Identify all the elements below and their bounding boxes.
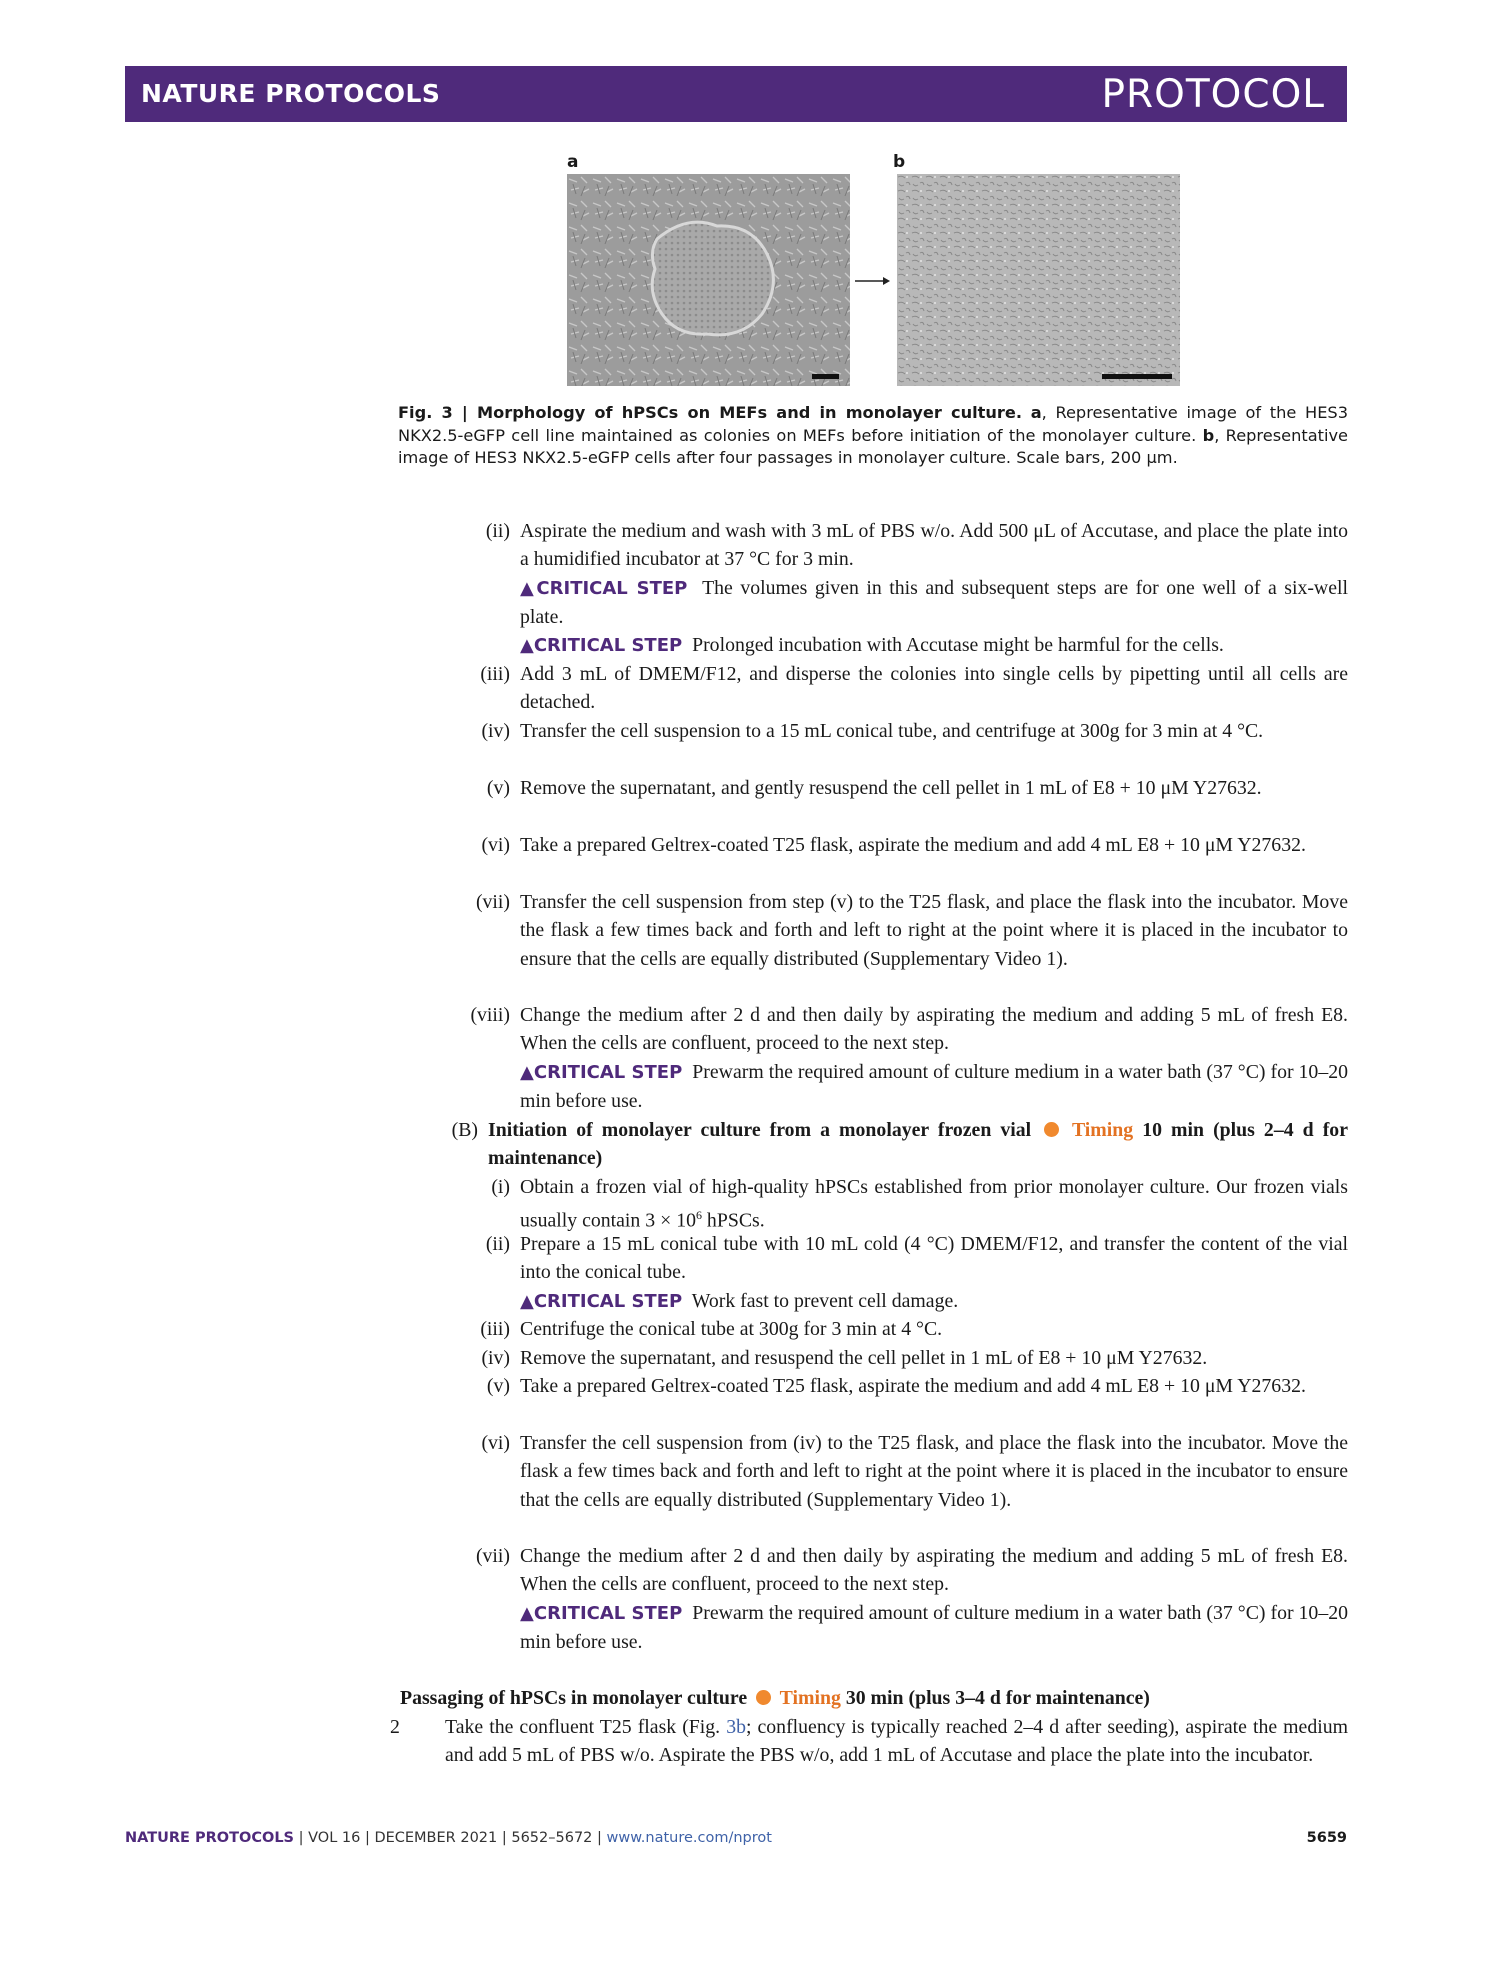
- critical-step-text: Prewarm the required amount of culture medium in a water bath (37 °C) for 10–20 min before use.: [520, 1602, 1348, 1654]
- critical-step-note: [520, 1287, 1348, 1316]
- step-number: (iv): [481, 1347, 510, 1369]
- step-text: [520, 1173, 1348, 1235]
- critical-step-text: Work fast to prevent cell damage.: [691, 1290, 959, 1312]
- section-title: Initiation of monolayer culture from a monolayer frozen vial: [488, 1119, 1032, 1141]
- section-number: (B): [451, 1119, 478, 1141]
- critical-step-label: ▲CRITICAL STEP: [520, 578, 688, 599]
- step-number: (v): [486, 1375, 510, 1397]
- step-number: (iii): [480, 1318, 510, 1340]
- step-text-part: Obtain a frozen vial of high-quality hPSCs established from prior monolayer culture. Our frozen vials usually contain 3 × 10: [520, 1176, 1348, 1232]
- step-number: (i): [491, 1176, 510, 1198]
- step-text-part: ; confluency is typically reached 2–4 d after seeding), aspirate the medium and add 5 mL of PBS w/o. Aspirate the PBS w/o, add 1 mL of Accutase and place the plate into the incubator.: [445, 1716, 1349, 1767]
- micrograph-monolayer-culture: [897, 174, 1180, 386]
- step-number: (ii): [485, 520, 510, 542]
- caption-a-text: , Representative image of the HES3 NKX2.5-eGFP cell line maintained as colonies on MEFs before initiation of the monolayer culture.: [398, 403, 1349, 445]
- footer-journal: NATURE PROTOCOLS: [125, 1830, 295, 1846]
- step-number: 2: [390, 1716, 400, 1738]
- figure-caption: [398, 402, 1348, 470]
- step-text: Transfer the cell suspension to a 15 mL conical tube, and centrifuge at 300g for 3 min at 4 °C.: [520, 720, 1264, 742]
- step-text: Take a prepared Geltrex-coated T25 flask, aspirate the medium and add 4 mL E8 + 10 μM Y27632.: [520, 834, 1306, 856]
- page-footer: [125, 1830, 1347, 1846]
- step-text: Change the medium after 2 d and then daily by aspirating the medium and adding 5 mL of fresh E8. When the cells are confluent, proceed to the next step.: [520, 1545, 1348, 1596]
- step-number: (vii): [475, 891, 510, 913]
- critical-step-text: The volumes given in this and subsequent steps are for one well of a six-well plate.: [520, 577, 1348, 629]
- step-text: Remove the supernatant, and resuspend the cell pellet in 1 mL of E8 + 10 μM Y27632.: [520, 1347, 1208, 1369]
- step-number: (iv): [481, 720, 510, 742]
- critical-step-note: [520, 1599, 1348, 1657]
- step-text: Change the medium after 2 d and then daily by aspirating the medium and adding 5 mL of fresh E8. When the cells are confluent, proceed to the next step.: [520, 1004, 1348, 1055]
- critical-step-label: ▲CRITICAL STEP: [520, 1062, 683, 1083]
- figure-reference-link[interactable]: 3b: [726, 1716, 746, 1738]
- step-text: Transfer the cell suspension from (iv) to the T25 flask, and place the flask into the incubator. Move the flask a few times back and forth and left to right at the point where it is placed in the incubator to ensure that the cells are equally distributed (Supplementary Video 1).: [520, 1432, 1348, 1511]
- step-text: Remove the supernatant, and gently resuspend the cell pellet in 1 mL of E8 + 10 μM Y27632.: [520, 777, 1262, 799]
- caption-a-label: a: [1030, 403, 1042, 422]
- step-text: Prepare a 15 mL conical tube with 10 mL cold (4 °C) DMEM/F12, and transfer the content of the vial into the conical tube.: [520, 1233, 1348, 1284]
- figure-panel-label-b: b: [893, 152, 906, 172]
- caption-title: Fig. 3 | Morphology of hPSCs on MEFs and in monolayer culture.: [398, 403, 1023, 422]
- step-number: (v): [486, 777, 510, 799]
- step-text-part: hPSCs.: [701, 1209, 765, 1232]
- page-header: [125, 66, 1347, 122]
- footer-issue-info: | VOL 16 | DECEMBER 2021 | 5652–5672 |: [294, 1830, 607, 1846]
- caption-b-text: , Representative image of HES3 NKX2.5-eGFP cells after four passages in monolayer culture. Scale bars, 200 μm.: [398, 425, 1348, 467]
- critical-step-note: [520, 574, 1348, 632]
- timing-dot-icon: [756, 1690, 771, 1705]
- timing-dot-icon: [1044, 1122, 1059, 1137]
- step-number: (viii): [470, 1004, 510, 1026]
- step-text: Centrifuge the conical tube at 300g for 3 min at 4 °C.: [520, 1318, 943, 1340]
- step-number: (vi): [481, 1432, 510, 1454]
- journal-name: NATURE PROTOCOLS: [141, 79, 441, 108]
- procedure-heading: [400, 1684, 1348, 1712]
- figure-panel-label-a: a: [567, 152, 579, 172]
- step-number: (vii): [475, 1545, 510, 1567]
- step-text: Transfer the cell suspension from step (v) to the T25 flask, and place the flask into the incubator. Move the flask a few times back and forth and left to right at the point where it is placed in the incubator to ensure that the cells are equally distributed (Supplementary Video 1).: [520, 891, 1348, 970]
- caption-b-label: b: [1202, 425, 1215, 445]
- step-number: (ii): [485, 1233, 510, 1255]
- arrow-icon: [855, 275, 891, 287]
- section-timing: 10 min (plus 2–4 d for maintenance): [488, 1119, 1348, 1170]
- critical-step-note: [520, 631, 1348, 660]
- step-text: Aspirate the medium and wash with 3 mL of PBS w/o. Add 500 μL of Accutase, and place the plate into a humidified incubator at 37 °C for 3 min.: [520, 520, 1348, 571]
- critical-step-label: ▲CRITICAL STEP: [520, 635, 683, 656]
- article-type: PROTOCOL: [1101, 72, 1325, 117]
- critical-step-text: Prewarm the required amount of culture medium in a water bath (37 °C) for 10–20 min before use.: [520, 1061, 1348, 1113]
- critical-step-label: ▲CRITICAL STEP: [520, 1603, 683, 1624]
- section-heading: [488, 1116, 1348, 1173]
- procedure-title: Passaging of hPSCs in monolayer culture: [400, 1687, 748, 1709]
- procedure-timing: 30 min (plus 3–4 d for maintenance): [845, 1687, 1150, 1709]
- step-text-part: Take the confluent T25 flask (Fig.: [445, 1716, 727, 1738]
- superscript: 6: [695, 1208, 702, 1223]
- step-text: Add 3 mL of DMEM/F12, and disperse the colonies into single cells by pipetting until all cells are detached.: [520, 663, 1348, 714]
- step-number: (vi): [481, 834, 510, 856]
- timing-label: Timing: [779, 1687, 841, 1709]
- step-number: (iii): [480, 663, 510, 685]
- page-number: 5659: [1306, 1830, 1347, 1846]
- timing-label: Timing: [1071, 1119, 1134, 1141]
- step-text: [445, 1713, 1348, 1770]
- critical-step-note: [520, 1058, 1348, 1116]
- critical-step-text: Prolonged incubation with Accutase might be harmful for the cells.: [692, 634, 1224, 656]
- footer-url-link[interactable]: www.nature.com/nprot: [606, 1830, 772, 1846]
- step-text: Take a prepared Geltrex-coated T25 flask, aspirate the medium and add 4 mL E8 + 10 μM Y27632.: [520, 1375, 1306, 1397]
- critical-step-label: ▲CRITICAL STEP: [520, 1291, 683, 1312]
- micrograph-colony-on-mefs: [567, 174, 850, 386]
